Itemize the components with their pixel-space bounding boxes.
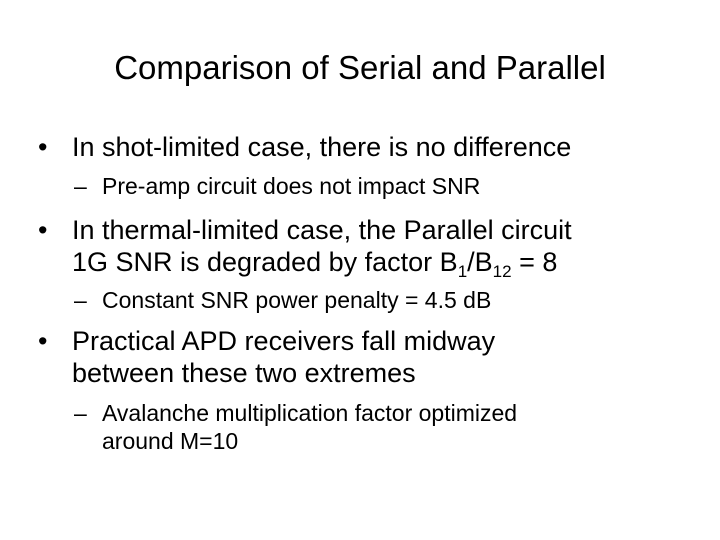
sub-bullet-line: Avalanche multiplication factor optimized xyxy=(102,400,518,426)
bullet-line: In thermal-limited case, the Parallel circuit xyxy=(72,215,572,245)
subscript-12: 12 xyxy=(492,262,512,281)
subscript-1: 1 xyxy=(457,262,468,281)
dash-icon: – xyxy=(74,173,87,199)
sub-bullet-text xyxy=(102,399,704,455)
bullet-icon: • xyxy=(38,215,48,245)
bullet-text: In shot-limited case, there is no difference xyxy=(72,132,572,162)
dash-icon: – xyxy=(74,287,87,313)
bullet-text xyxy=(72,325,708,389)
sub-bullet-item xyxy=(74,172,704,200)
bullet-icon: • xyxy=(38,132,48,162)
bullet-line: Practical APD receivers fall midway xyxy=(72,326,496,356)
sub-bullet-line: around M=10 xyxy=(102,428,239,454)
slide-title: Comparison of Serial and Parallel xyxy=(114,49,606,86)
bullet-item xyxy=(38,131,708,163)
formula-prefix: 1G SNR is degraded by factor B xyxy=(72,247,458,277)
bullet-icon: • xyxy=(38,326,48,356)
sub-bullet-item xyxy=(74,286,704,314)
sub-bullet-text: Pre-amp circuit does not impact SNR xyxy=(102,173,481,199)
sub-bullet-text: Constant SNR power penalty = 4.5 dB xyxy=(102,287,492,313)
formula-suffix: = 8 xyxy=(511,247,558,277)
bullet-line-formula xyxy=(72,246,708,281)
bullet-text xyxy=(72,214,708,281)
bullet-line: between these two extremes xyxy=(72,358,416,388)
sub-bullet-item xyxy=(74,399,704,455)
formula-slash: /B xyxy=(467,247,493,277)
dash-icon: – xyxy=(74,400,87,426)
bullet-item xyxy=(38,214,708,281)
bullet-item xyxy=(38,325,708,389)
